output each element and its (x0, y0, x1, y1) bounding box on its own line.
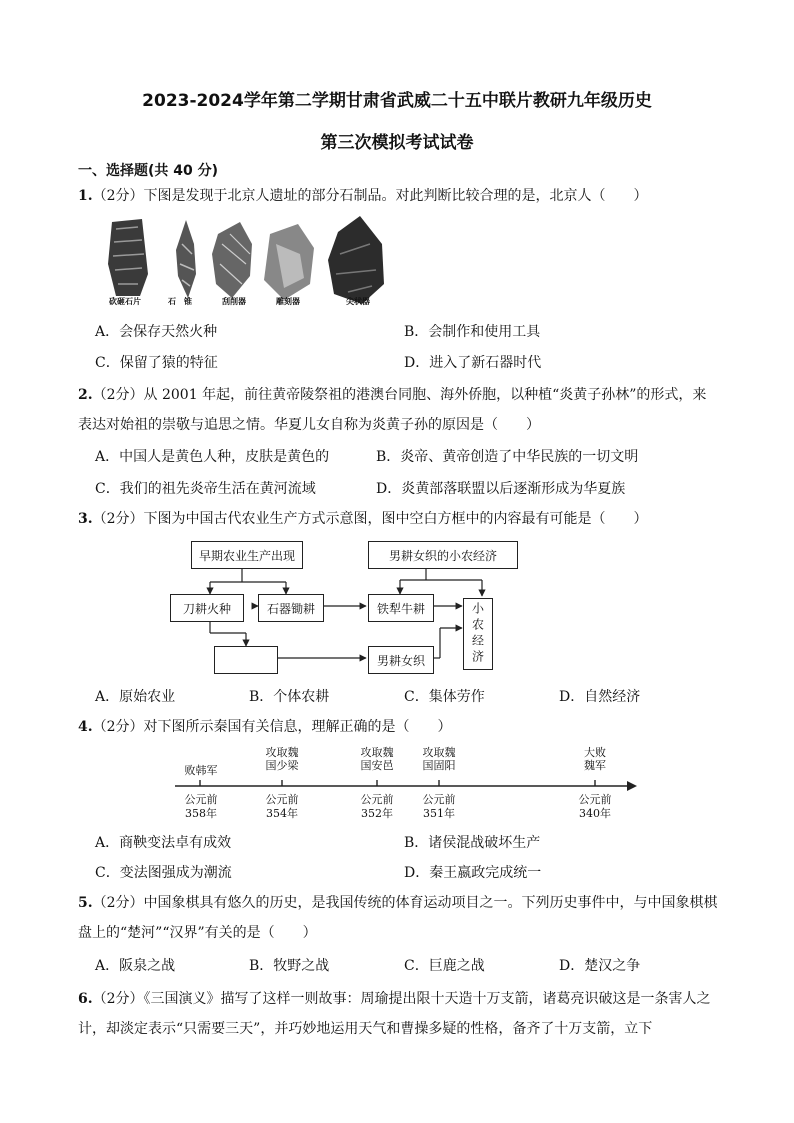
stone-tool-point (328, 216, 384, 304)
option-c[interactable]: C．我们的祖先炎帝生活在黄河流域 (95, 481, 316, 497)
timeline-event (176, 764, 226, 777)
timeline-event (352, 746, 402, 772)
question-text: 对下图所示秦国有关信息，理解正确的是（ ） (143, 719, 452, 735)
option-a[interactable]: A．原始农业 (95, 689, 176, 705)
question-text: 中国象棋具有悠久的历史，是我国传统的体育运动项目之一。下列历史事件中，与中国象棋棋盘上的“楚河”“汉界”有关的是（ ） (78, 895, 718, 941)
stone-tool-awl (176, 220, 196, 298)
exam-title-line2: 第三次模拟考试试卷 (320, 133, 474, 153)
timeline-event (570, 746, 620, 772)
question-points: （2分） (92, 387, 144, 403)
box-iron-plough: 铁犁牛耕 (368, 594, 434, 622)
timeline-year: 公元前 352年 (360, 793, 394, 820)
question-text: 下图为中国古代农业生产方式示意图，图中空白方框中的内容最有可能是（ ） (143, 511, 648, 527)
option-b[interactable]: B．炎帝、黄帝创造了中华民族的一切文明 (376, 449, 639, 465)
timeline-event-label: 攻取魏 国安邑 (360, 746, 394, 772)
section-heading: 一、选择题(共 40 分) (78, 163, 219, 179)
option-c[interactable]: C．变法图强成为潮流 (95, 865, 232, 881)
option-d[interactable]: D．秦王嬴政完成统一 (404, 865, 542, 881)
option-d[interactable]: D．自然经济 (559, 689, 641, 705)
box-stone-hoe: 石器锄耕 (258, 594, 324, 622)
timeline-event (414, 746, 464, 772)
question-6 (78, 984, 718, 1044)
option-d[interactable]: D．楚汉之争 (559, 958, 641, 974)
option-b[interactable]: B．会制作和使用工具 (404, 324, 541, 340)
option-c[interactable]: C．保留了猿的特征 (95, 355, 218, 371)
question-5 (78, 888, 718, 948)
exam-title-line1: 2023-2024学年第二学期甘肃省武威二十五中联片教研九年级历史 (142, 91, 652, 111)
question-text: 《三国演义》描写了这样一则故事：周瑜提出限十天造十万支箭，诸葛亮识破这是一条害人之计，却淡定表示“只需要三天”，并巧妙地运用天气和曹操多疑的性格，备齐了十万支箭，立下 (78, 991, 711, 1037)
timeline-year: 公元前 351年 (422, 793, 456, 820)
question-number: 5. (78, 895, 93, 911)
stone-tool-chopper (108, 219, 148, 296)
question-points: （2分） (92, 511, 144, 527)
option-d[interactable]: D．进入了新石器时代 (404, 355, 542, 371)
option-b[interactable]: B．诸侯混战破坏生产 (404, 835, 541, 851)
question-points: （2分） (92, 895, 144, 911)
stone-tool-scraper (212, 222, 252, 298)
timeline-year: 公元前 358年 (184, 793, 218, 820)
question-4 (78, 712, 718, 742)
question-points: （2分） (92, 188, 144, 204)
figure-label: 砍砸石片 (109, 296, 141, 306)
stone-tool-burin (264, 224, 314, 300)
question-number: 1. (78, 188, 93, 204)
timeline-year: 公元前 340年 (578, 793, 612, 820)
timeline-event-label: 攻取魏 国少梁 (265, 746, 299, 772)
box-xiaonong: 小农经济 (463, 598, 493, 670)
figure-label: 石 锥 (168, 296, 192, 306)
box-men-plough: 男耕女织 (368, 646, 434, 674)
box-blank (214, 646, 278, 674)
option-a[interactable]: A．会保存天然火种 (95, 324, 218, 340)
option-b[interactable]: B．个体农耕 (249, 689, 330, 705)
box-small-peasant: 男耕女织的小农经济 (368, 541, 518, 569)
question-points: （2分） (92, 719, 144, 735)
question-3 (78, 504, 718, 534)
question-text: 从 2001 年起，前往黄帝陵祭祖的港澳台同胞、海外侨胞，以种植“炎黄子孙林”的形式，来表达对始祖的崇敬与追思之情。华夏儿女自称为炎黄子孙的原因是（ ） (78, 387, 707, 433)
option-a[interactable]: A．商鞅变法卓有成效 (95, 835, 232, 851)
question-number: 3. (78, 511, 93, 527)
option-a[interactable]: A．阪泉之战 (95, 958, 176, 974)
option-a[interactable]: A．中国人是黄色人种，皮肤是黄色的 (95, 449, 330, 465)
option-c[interactable]: C．集体劳作 (404, 689, 485, 705)
timeline-event-label: 败韩军 (184, 764, 218, 777)
question-text: 下图是发现于北京人遗址的部分石制品。对此判断比较合理的是，北京人（ ） (143, 188, 648, 204)
figure-label: 雕刻器 (276, 296, 300, 306)
figure-label: 尖状器 (346, 296, 370, 306)
question-points: （2分） (92, 991, 144, 1007)
timeline-axis (175, 778, 640, 794)
box-early-agriculture: 早期农业生产出现 (191, 541, 303, 569)
timeline-event (257, 746, 307, 772)
option-d[interactable]: D．炎黄部落联盟以后逐渐形成为华夏族 (376, 481, 626, 497)
timeline-event-label: 攻取魏 国固阳 (422, 746, 456, 772)
question-number: 6. (78, 991, 93, 1007)
option-c[interactable]: C．巨鹿之战 (404, 958, 485, 974)
question-1 (78, 181, 718, 211)
box-slash-burn: 刀耕火种 (170, 594, 244, 622)
question-number: 4. (78, 719, 93, 735)
timeline-event-label: 大败 魏军 (584, 746, 606, 772)
figure-label: 刮削器 (222, 296, 246, 306)
timeline-year: 公元前 354年 (265, 793, 299, 820)
question-2 (78, 380, 718, 440)
option-b[interactable]: B．牧野之战 (249, 958, 330, 974)
question-number: 2. (78, 387, 93, 403)
